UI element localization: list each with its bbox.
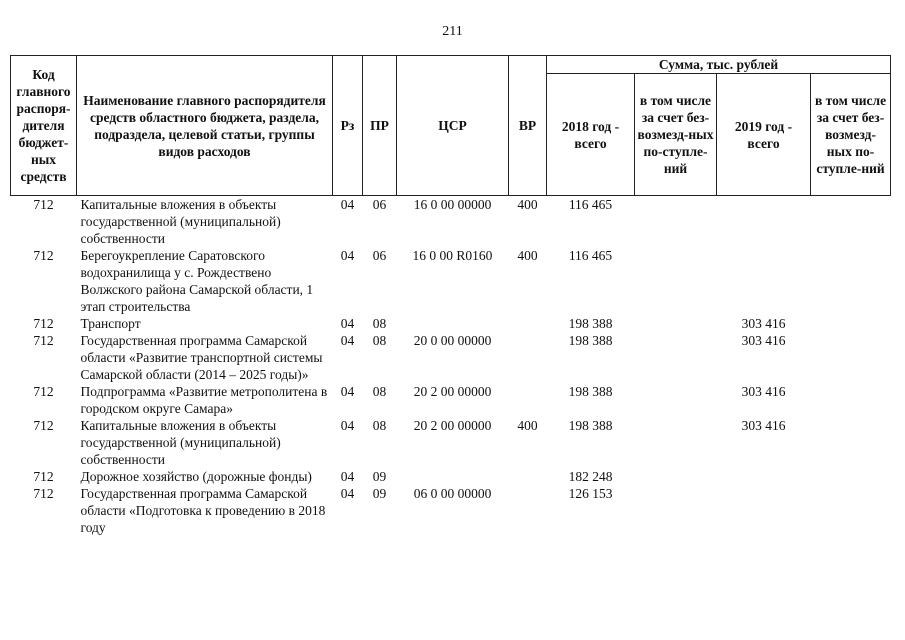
header-rz: Рз: [333, 56, 363, 196]
cell-2019-total: 303 416: [741, 316, 786, 331]
cell-2018-free: [635, 196, 717, 248]
cell-name: Государственная программа Самарской области «Подготовка к проведению в 2018 году: [80, 486, 326, 535]
cell-2019-total: 303 416: [741, 333, 786, 348]
cell-pr: 09: [372, 469, 387, 484]
cell-kod: 712: [33, 316, 54, 331]
table-row: [11, 315, 891, 332]
cell-2018-total: 116 465: [568, 248, 613, 263]
cell-kod: 712: [33, 197, 54, 212]
cell-2018-free: [635, 417, 717, 468]
cell-2019-free: [811, 196, 891, 248]
cell-2018-free: [635, 383, 717, 417]
cell-2019-free: [811, 332, 891, 383]
cell-2019-free: [811, 383, 891, 417]
cell-rz: 04: [340, 469, 355, 484]
cell-2019-total: [717, 247, 811, 315]
cell-pr: 08: [372, 384, 387, 399]
table-row: [11, 468, 891, 485]
cell-2019-total: [717, 468, 811, 485]
cell-name: Капитальные вложения в объекты государственной (муниципальной) собственности: [80, 197, 281, 246]
header-pr: ПР: [363, 56, 397, 196]
header-sum-group: Сумма, тыс. рублей: [547, 56, 891, 74]
cell-rz: 04: [340, 248, 355, 263]
cell-2019-free: [811, 485, 891, 536]
cell-name: Транспорт: [80, 316, 141, 331]
cell-pr: 08: [372, 316, 387, 331]
cell-csr: 20 2 00 00000: [413, 384, 492, 399]
table-row: [11, 196, 891, 248]
cell-vr: 400: [517, 248, 538, 263]
cell-2019-total: [717, 196, 811, 248]
cell-kod: 712: [33, 248, 54, 263]
cell-name: Капитальные вложения в объекты государственной (муниципальной) собственности: [80, 418, 281, 467]
cell-2018-free: [635, 247, 717, 315]
cell-rz: 04: [340, 197, 355, 212]
table-row: [11, 383, 891, 417]
cell-csr: 06 0 00 00000: [413, 486, 492, 501]
table-row: [11, 332, 891, 383]
page-number: 211: [442, 24, 463, 39]
cell-2018-free: [635, 468, 717, 485]
cell-csr: 20 0 00 00000: [413, 333, 492, 348]
cell-rz: 04: [340, 384, 355, 399]
cell-2018-free: [635, 315, 717, 332]
header-vr: ВР: [509, 56, 547, 196]
cell-kod: 712: [33, 486, 54, 501]
cell-2019-total: 303 416: [741, 418, 786, 433]
table-row: [11, 417, 891, 468]
header-name: Наименование главного распорядителя средств областного бюджета, раздела, подраздела, целевой статьи, группы видов расходов: [77, 56, 333, 196]
cell-vr: [509, 383, 547, 417]
table-header: [11, 56, 891, 196]
header-2018-free: в том числе за счет без-возмезд-ных по-ступле-ний: [635, 74, 717, 196]
cell-name: Подпрограмма «Развитие метрополитена в городском округе Самара»: [80, 384, 328, 416]
cell-rz: 04: [340, 418, 355, 433]
cell-csr: 16 0 00 R0160: [412, 248, 493, 263]
cell-name: Государственная программа Самарской области «Развитие транспортной системы Самарской области (2014 – 2025 годы)»: [80, 333, 323, 382]
cell-vr: [509, 332, 547, 383]
cell-csr: 20 2 00 00000: [413, 418, 492, 433]
cell-pr: 06: [372, 197, 387, 212]
cell-2018-total: 182 248: [568, 469, 613, 484]
cell-pr: 08: [372, 333, 387, 348]
cell-2019-free: [811, 417, 891, 468]
cell-2019-free: [811, 247, 891, 315]
header-csr: ЦСР: [397, 56, 509, 196]
cell-kod: 712: [33, 418, 54, 433]
cell-2018-total: 126 153: [568, 486, 613, 501]
cell-pr: 08: [372, 418, 387, 433]
cell-csr: 16 0 00 00000: [413, 197, 492, 212]
cell-2018-free: [635, 485, 717, 536]
cell-rz: 04: [340, 316, 355, 331]
header-kod: Код главного распоря-дителя бюджет-ных средств: [11, 56, 77, 196]
cell-csr: [397, 315, 509, 332]
cell-rz: 04: [340, 486, 355, 501]
cell-pr: 09: [372, 486, 387, 501]
cell-vr: [509, 468, 547, 485]
header-2018-total: 2018 год - всего: [547, 74, 635, 196]
cell-name: Дорожное хозяйство (дорожные фонды): [80, 469, 312, 484]
cell-kod: 712: [33, 333, 54, 348]
cell-2019-total: 303 416: [741, 384, 786, 399]
cell-vr: 400: [517, 197, 538, 212]
cell-rz: 04: [340, 333, 355, 348]
table-body: [11, 196, 891, 537]
cell-vr: [509, 315, 547, 332]
table-row: [11, 485, 891, 536]
cell-name: Берегоукрепление Саратовского водохранилища у с. Рождествено Волжского района Самарской области, 1 этап строительства: [80, 248, 314, 314]
cell-2018-total: 198 388: [568, 384, 613, 399]
cell-vr: [509, 485, 547, 536]
cell-2019-free: [811, 468, 891, 485]
cell-2018-total: 198 388: [568, 418, 613, 433]
cell-2018-total: 116 465: [568, 197, 613, 212]
cell-2019-free: [811, 315, 891, 332]
budget-table: [10, 55, 891, 536]
cell-2018-total: 198 388: [568, 316, 613, 331]
header-2019-free: в том числе за счет без-возмезд-ных по-ступле-ний: [811, 74, 891, 196]
cell-kod: 712: [33, 469, 54, 484]
cell-2018-free: [635, 332, 717, 383]
cell-2019-total: [717, 485, 811, 536]
cell-vr: 400: [517, 418, 538, 433]
table-row: [11, 247, 891, 315]
cell-2018-total: 198 388: [568, 333, 613, 348]
cell-pr: 06: [372, 248, 387, 263]
cell-csr: [397, 468, 509, 485]
header-2019-total: 2019 год - всего: [717, 74, 811, 196]
cell-kod: 712: [33, 384, 54, 399]
